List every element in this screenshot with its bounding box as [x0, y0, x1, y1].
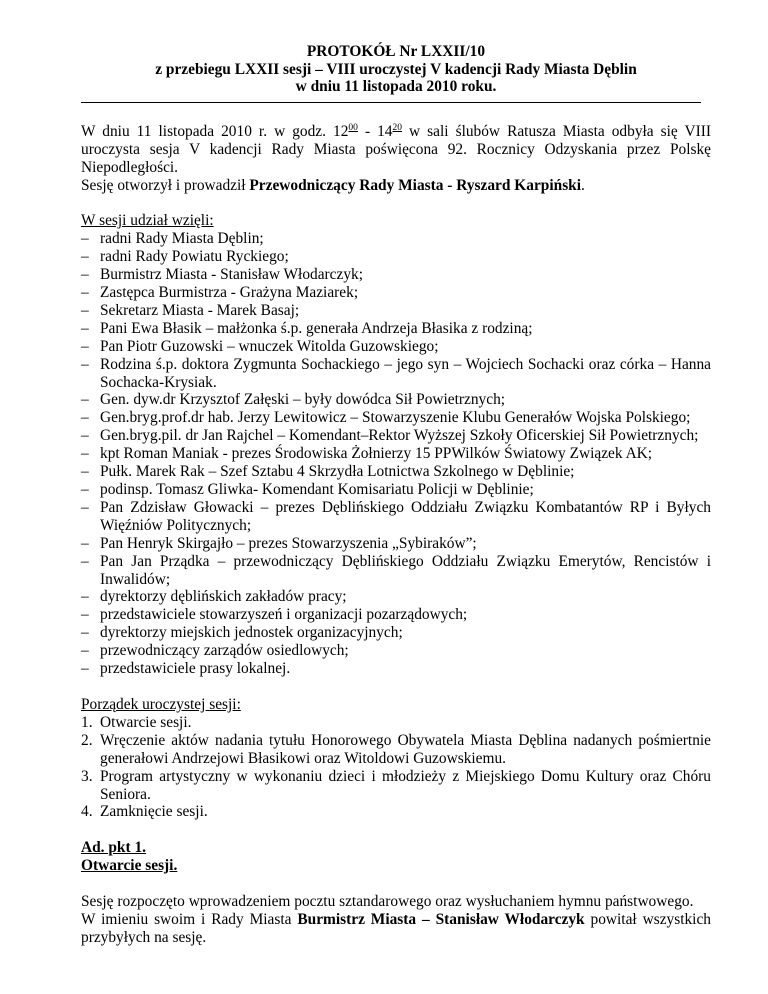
start-minutes: 00	[348, 122, 358, 133]
agenda-item-text: Wręczenie aktów nadania tytułu Honorowego Obywatela Miasta Dęblina nadanych pośmiertnie generałowi Andrzejowi Błasikowi oraz Witoldowi Guzowskiemu.	[100, 731, 711, 767]
list-item: – przedstawiciele stowarzyszeń i organizacji pozarządowych;	[81, 606, 711, 624]
list-item: – Pułk. Marek Rak – Szef Sztabu 4 Skrzydła Lotnictwa Szkolnego w Dęblinie;	[81, 463, 711, 481]
section-paragraph-welcome	[81, 911, 711, 947]
list-item: – Pan Zdzisław Głowacki – prezes Dęblińskiego Oddziału Związku Kombatantów RP i Byłych Więźniów Politycznych;	[81, 499, 711, 535]
document-page	[81, 43, 711, 947]
agenda-item-text: Zamknięcie sesji.	[100, 803, 208, 821]
intro-text-start: W dniu 11 listopada 2010 r. w godz. 12	[81, 122, 349, 140]
agenda-item-number: 3.	[81, 767, 93, 785]
list-item: – kpt Roman Maniak - prezes Środowiska Żołnierzy 15 PPWilków Światowy Związek AK;	[81, 445, 711, 463]
list-item: – Pani Ewa Błasik – małżonka ś.p. generała Andrzeja Błasika z rodziną;	[81, 320, 711, 338]
agenda-item	[81, 714, 711, 732]
chair-text: Sesję otworzył i prowadził	[81, 176, 250, 194]
chair-name: Przewodniczący Rady Miasta - Ryszard Karpiński	[249, 176, 582, 194]
list-item: – podinsp. Tomasz Gliwka- Komendant Komisariatu Policji w Dęblinie;	[81, 481, 711, 499]
welcome-text: W imieniu swoim i Rady Miasta	[81, 911, 298, 929]
section-title: Otwarcie sesji.	[81, 857, 178, 875]
document-title: PROTOKÓŁ Nr LXXII/10	[306, 43, 486, 60]
agenda-item	[81, 803, 711, 821]
agenda-item	[81, 732, 711, 768]
participants-heading: W sesji udział wzięli:	[81, 212, 214, 230]
list-item: – przedstawiciele prasy lokalnej.	[81, 660, 711, 678]
end-minutes: 20	[392, 122, 402, 133]
agenda-item-text: Otwarcie sesji.	[100, 713, 192, 731]
chair-text-end: .	[581, 176, 585, 194]
list-item: – Gen.bryg.pil. dr Jan Rajchel – Komendant–Rektor Wyższej Szkoły Oficerskiej Sił Powietrznych;	[81, 427, 711, 445]
agenda-item	[81, 768, 711, 804]
list-item: – Zastępca Burmistrza - Grażyna Maziarek;	[81, 284, 711, 302]
section-label: Ad. pkt 1.	[81, 839, 147, 857]
list-item: – radni Rady Powiatu Ryckiego;	[81, 248, 711, 266]
document-date: w dniu 11 listopada 2010 roku.	[295, 78, 497, 96]
document-subtitle: z przebiegu LXXII sesji – VIII uroczystej V kadencji Rady Miasta Dęblin	[155, 60, 637, 78]
list-item: – Gen.bryg.prof.dr hab. Jerzy Lewitowicz – Stowarzyszenie Klubu Generałów Wojska Polskiego;	[81, 409, 711, 427]
list-item: – Sekretarz Miasta - Marek Basaj;	[81, 302, 711, 320]
list-item: – Gen. dyw.dr Krzysztof Załęski – były dowódca Sił Powietrznych;	[81, 391, 711, 409]
chair-paragraph	[81, 177, 711, 195]
agenda-item-number: 1.	[81, 713, 93, 731]
agenda-item-number: 4.	[81, 803, 93, 821]
document-header	[81, 43, 711, 96]
list-item: – Rodzina ś.p. doktora Zygmunta Sochackiego – jego syn – Wojciech Sochacki oraz córka – Hanna Sochacka-Krysiak.	[81, 356, 711, 392]
list-item: – Burmistrz Miasta - Stanisław Włodarczyk;	[81, 266, 711, 284]
section-paragraph: Sesję rozpoczęto wprowadzeniem pocztu sztandarowego oraz wysłuchaniem hymnu państwowego.	[81, 893, 694, 911]
mayor-name: Burmistrz Miasta – Stanisław Włodarczyk	[297, 911, 585, 929]
list-item: – Pan Jan Prządka – przewodniczący Dęblińskiego Oddziału Związku Emerytów, Rencistów i Inwalidów;	[81, 553, 711, 589]
intro-text-end: w sali ślubów Ratusza Miasta odbyła się VIII uroczysta sesja V kadencji Rady Miasta poświęcona 92. Rocznicy Odzyskania przez Polskę Niepodległości.	[81, 122, 711, 176]
intro-paragraph	[81, 123, 711, 177]
intro-text-mid: - 14	[357, 122, 393, 140]
list-item: – dyrektorzy miejskich jednostek organizacyjnych;	[81, 624, 711, 642]
list-item: – przewodniczący zarządów osiedlowych;	[81, 642, 711, 660]
welcome-text-end: powitał wszystkich przybyłych na sesję.	[81, 911, 711, 946]
agenda-item-text: Program artystyczny w wykonaniu dzieci i młodzieży z Miejskiego Domu Kultury oraz Chóru Seniora.	[100, 767, 711, 803]
participants-list	[81, 230, 711, 678]
agenda-heading: Porządek uroczystej sesji:	[81, 695, 241, 713]
agenda-list	[81, 714, 711, 821]
agenda-item-number: 2.	[81, 731, 93, 749]
list-item: – dyrektorzy dęblińskich zakładów pracy;	[81, 588, 711, 606]
list-item: – radni Rady Miasta Dęblin;	[81, 230, 711, 248]
list-item: – Pan Henryk Skirgajło – prezes Stowarzyszenia „Sybiraków”;	[81, 535, 711, 553]
list-item: – Pan Piotr Guzowski – wnuczek Witolda Guzowskiego;	[81, 338, 711, 356]
